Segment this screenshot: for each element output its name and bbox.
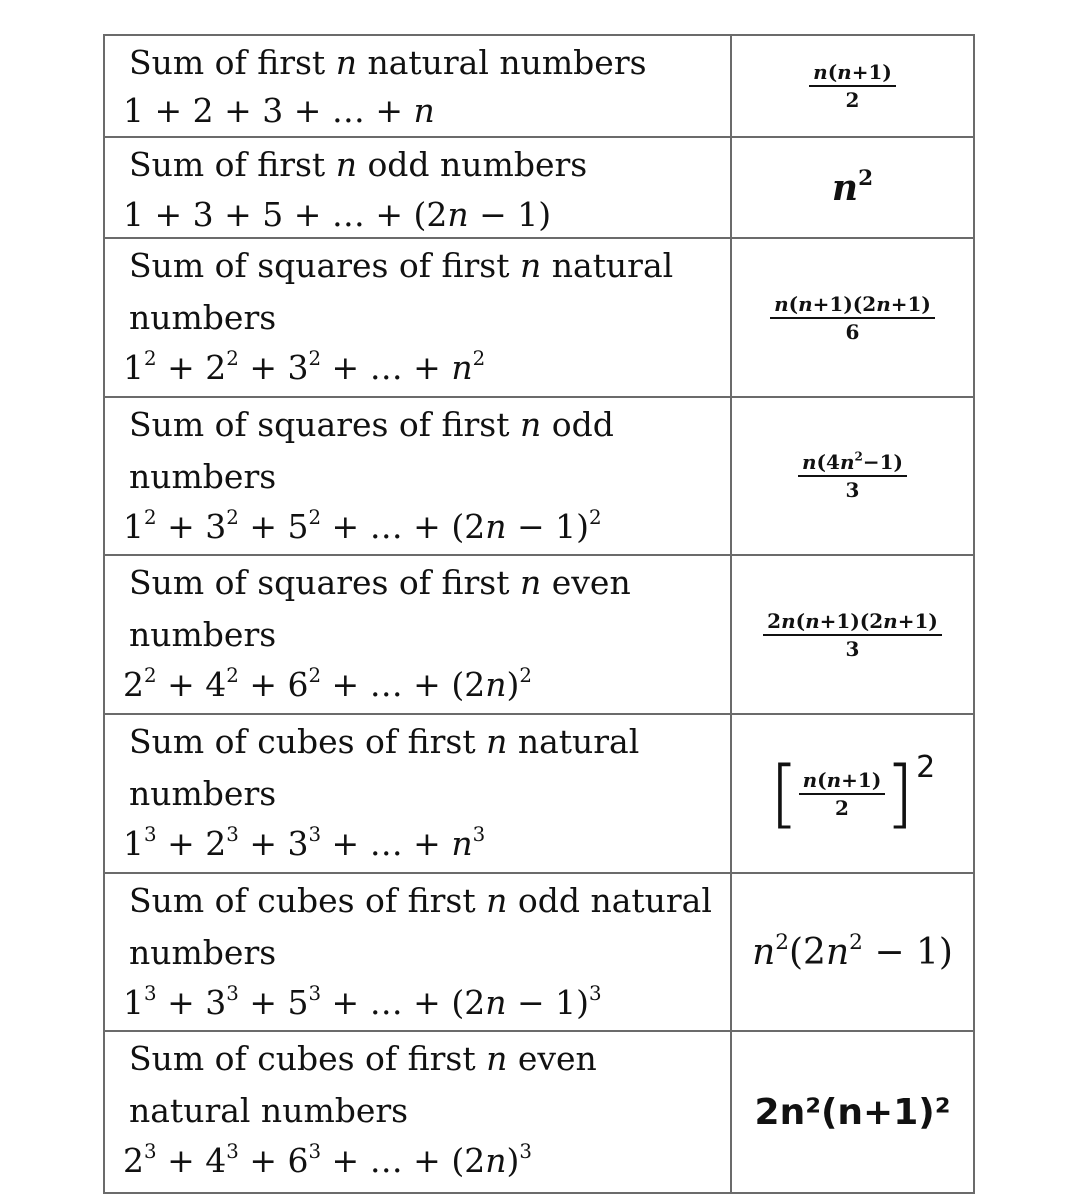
row-description: Sum of first n odd numbers <box>129 145 588 184</box>
row-description-cont: numbers <box>129 774 277 813</box>
row-description-cont: natural numbers <box>129 1091 409 1130</box>
table-row <box>105 36 973 138</box>
row-description-cont: numbers <box>129 615 277 654</box>
formula-table <box>103 34 975 1194</box>
row-series: $2^3 + 4^3 + 6^3$ + … + $(2n)^3$ <box>123 1140 532 1180</box>
row-formula: $n^2$ <box>831 165 874 209</box>
row-description: Sum of cubes of first n even <box>129 1039 597 1078</box>
row-formula: [ $\frac{n(n+1)}{2}$ ] 2 <box>769 750 936 837</box>
row-series: $1^2 + 2^2 + 3^2$ + … + $n^2$ <box>123 347 486 387</box>
table-row <box>105 239 973 398</box>
row-description-cont: numbers <box>129 298 277 337</box>
row-formula: $\frac{2n(n+1)(2n+1)}{3}$ <box>732 556 973 713</box>
table-row <box>105 556 973 715</box>
table-row <box>105 1032 973 1192</box>
row-description: Sum of first n natural numbers <box>129 43 647 82</box>
row-description-cont: numbers <box>129 457 277 496</box>
row-formula: $n^2(2n^2 - 1)$ <box>752 929 953 973</box>
row-formula: $\frac{n(4n^2-1)}{3}$ <box>732 398 973 554</box>
row-series: $1^2 + 3^2 + 5^2$ + … + $(2n - 1)^2$ <box>123 506 602 546</box>
row-series: $1^3 + 2^3 + 3^3$ + … + $n^3$ <box>123 823 486 863</box>
row-description-cont: numbers <box>129 933 277 972</box>
row-formula: 2n²(n+1)² <box>754 1091 951 1133</box>
row-description: Sum of squares of first n odd <box>129 405 614 444</box>
row-description: Sum of squares of first n even <box>129 563 631 602</box>
row-description: Sum of cubes of first n odd natural <box>129 881 712 920</box>
table-row <box>105 715 973 874</box>
row-series: $2^2 + 4^2 + 6^2$ + … + $(2n)^2$ <box>123 664 532 704</box>
table-row <box>105 398 973 556</box>
row-description: Sum of squares of first n natural <box>129 246 674 285</box>
table-row <box>105 874 973 1032</box>
table-row <box>105 138 973 239</box>
row-formula: $\frac{n(n+1)(2n+1)}{6}$ <box>732 239 973 396</box>
row-series: 1 + 3 + 5 + … + (2n − 1) <box>123 195 552 234</box>
row-description: Sum of cubes of first n natural <box>129 722 640 761</box>
row-formula: $\frac{n(n+1)}{2}$ <box>732 36 973 136</box>
row-series: 1 + 2 + 3 + … + n <box>123 91 435 130</box>
row-series: $1^3 + 3^3 + 5^3$ + … + $(2n - 1)^3$ <box>123 982 602 1022</box>
